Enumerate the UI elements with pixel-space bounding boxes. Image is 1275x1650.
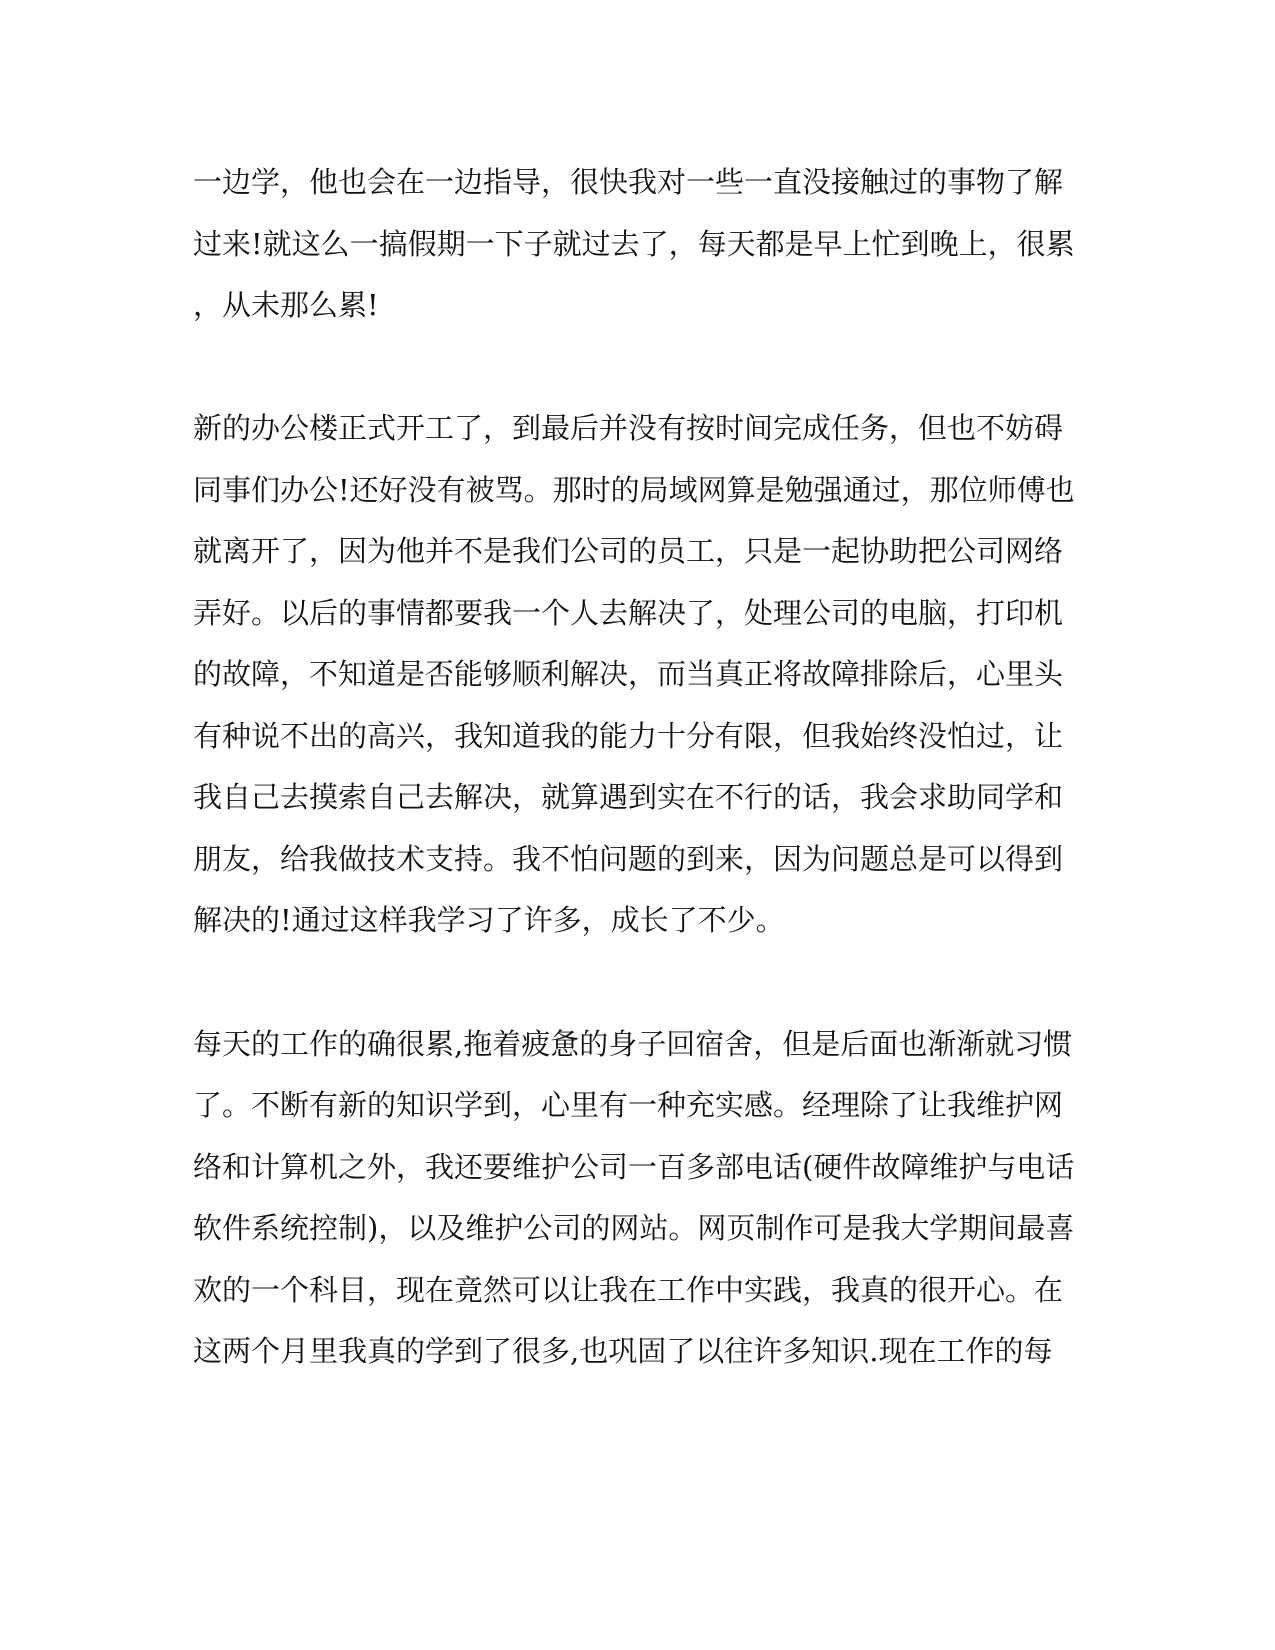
text-line: 的故障，不知道是否能够顺利解决，而当真正将故障排除后，心里头	[193, 657, 1064, 691]
text-line: 这两个月里我真的学到了很多,也巩固了以往许多知识.现在工作的每	[193, 1334, 1053, 1368]
text-line: 就离开了，因为他并不是我们公司的员工，只是一起协助把公司网络	[193, 534, 1064, 568]
text-line: 弄好。以后的事情都要我一个人去解决了，处理公司的电脑，打印机	[193, 596, 1064, 630]
text-line: 了。不断有新的知识学到，心里有一种充实感。经理除了让我维护网	[193, 1088, 1064, 1122]
text-line: 一边学，他也会在一边指导，很快我对一些一直没接触过的事物了解	[193, 165, 1064, 199]
text-line: 有种说不出的高兴，我知道我的能力十分有限，但我始终没怕过，让	[193, 719, 1064, 753]
text-line: 新的办公楼正式开工了，到最后并没有按时间完成任务，但也不妨碍	[193, 411, 1064, 445]
text-line: 欢的一个科目，现在竟然可以让我在工作中实践，我真的很开心。在	[193, 1273, 1064, 1307]
text-line: 朋友，给我做技术支持。我不怕问题的到来，因为问题总是可以得到	[193, 842, 1064, 876]
text-line: 解决的!通过这样我学习了许多，成长了不少。	[193, 903, 785, 937]
text-line: 软件系统控制)，以及维护公司的网站。网页制作可是我大学期间最喜	[193, 1211, 1075, 1245]
text-line: 每天的工作的确很累,拖着疲惫的身子回宿舍，但是后面也渐渐就习惯	[193, 1027, 1073, 1061]
text-line: 络和计算机之外，我还要维护公司一百多部电话(硬件故障维护与电话	[193, 1150, 1075, 1184]
text-line: 我自己去摸索自己去解决，就算遇到实在不行的话，我会求助同学和	[193, 780, 1064, 814]
text-line: 过来!就这么一搞假期一下子就过去了，每天都是早上忙到晚上，很累	[193, 227, 1075, 261]
text-line: ，从未那么累!	[193, 288, 379, 322]
text-line: 同事们办公!还好没有被骂。那时的局域网算是勉强通过，那位师傅也	[193, 473, 1075, 507]
